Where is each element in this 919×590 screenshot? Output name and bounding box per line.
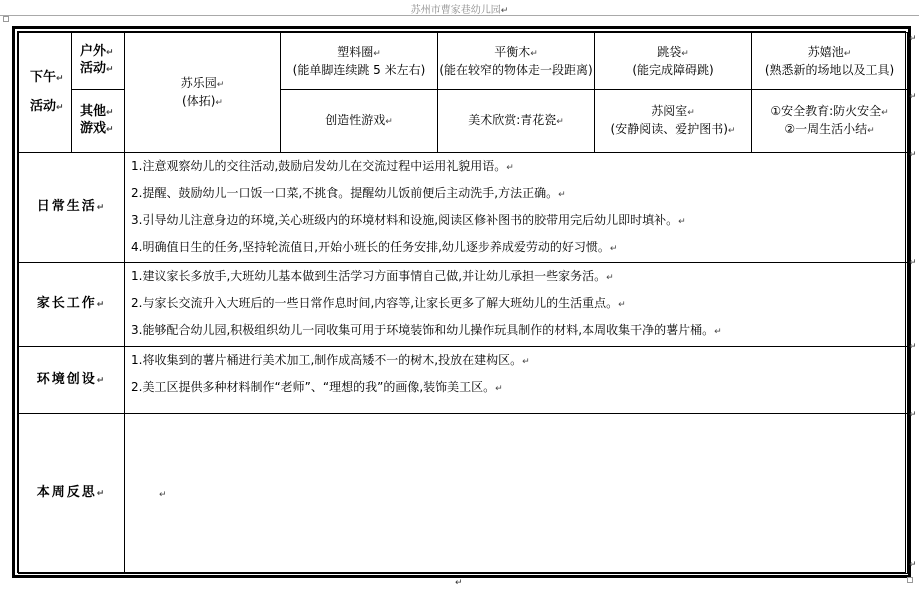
weekly-plan-table [18, 32, 908, 574]
list-item: 2.与家长交流升入大班后的一些日常作息时间,内容等,让家长更多了解大班幼儿的生活重点。↵ [131, 296, 626, 310]
end-of-row-mark: ↵ [909, 92, 917, 102]
daily-life-label: 日常生活↵ [19, 153, 125, 263]
end-of-row-mark: ↵ [909, 342, 917, 352]
daily-life-content [125, 153, 908, 263]
page-header [0, 0, 919, 16]
list-item: 2.提醒、鼓励幼儿一口饭一口菜,不挑食。提醒幼儿饭前便后主动洗手,方法正确。↵ [131, 186, 566, 200]
move-handle-icon[interactable] [3, 16, 9, 22]
list-item: 3.引导幼儿注意身边的环境,关心班级内的环境材料和设施,阅读区修补图书的胶带用完后幼儿即时填补。↵ [131, 213, 686, 227]
end-of-document-mark: ↵ [455, 578, 463, 588]
list-item: 2.美工区提供多种材料制作“老师”、“理想的我”的画像,装饰美工区。↵ [131, 380, 503, 394]
environment-content [125, 347, 908, 414]
list-item: 3.能够配合幼儿园,积极组织幼儿一同收集可用于环境装饰和幼儿操作玩具制作的材料,本周收集干净的薯片桶。↵ [131, 323, 722, 337]
table-resize-handle-icon[interactable] [907, 577, 913, 583]
plan-table-border [12, 26, 911, 578]
outdoor-item: 苏嬉池↵ (熟悉新的场地以及工具) [752, 33, 908, 90]
afternoon-activity-label: 下午↵ 活动↵ [19, 33, 72, 153]
weekly-reflection-label: 本周反思↵ [19, 414, 125, 574]
list-item: 4.明确值日生的任务,坚持轮流值日,开始小班长的任务安排,幼儿逐步养成爱劳动的好习惯。↵ [131, 240, 618, 254]
end-of-row-mark: ↵ [909, 34, 917, 44]
end-of-row-mark: ↵ [909, 258, 917, 268]
parents-work-content [125, 263, 908, 347]
weekly-reflection-content[interactable]: ↵ [125, 414, 908, 574]
header-rule [0, 15, 919, 16]
end-of-row-mark: ↵ [909, 560, 917, 570]
end-of-row-mark: ↵ [909, 410, 917, 420]
outdoor-item: 跳袋↵ (能完成障碍跳) [595, 33, 752, 90]
other-games-label: 其他↵ 游戏↵ [72, 90, 125, 153]
outdoor-item: 平衡木↵ (能在较窄的物体走一段距离) [438, 33, 595, 90]
other-game-item: ①安全教育:防火安全↵ ②一周生活小结↵ [752, 90, 908, 153]
plan-table-inner-border [17, 31, 906, 573]
other-game-item: 创造性游戏↵ [281, 90, 438, 153]
list-item: 1.建议家长多放手,大班幼儿基本做到生活学习方面事情自己做,并让幼儿承担一些家务活。↵ [131, 269, 614, 283]
list-item: 1.注意观察幼儿的交往活动,鼓励启发幼儿在交流过程中运用礼貌用语。↵ [131, 159, 514, 173]
header-text: 苏州市曹家巷幼儿园↵ [410, 5, 509, 16]
other-game-item: 美术欣赏:青花瓷↵ [438, 90, 595, 153]
suleyuan-cell: 苏乐园↵ (体拓)↵ [125, 33, 281, 153]
outdoor-item: 塑料圈↵ (能单脚连续跳 5 米左右) [281, 33, 438, 90]
list-item: 1.将收集到的薯片桶进行美术加工,制作成高矮不一的树木,投放在建构区。↵ [131, 353, 530, 367]
outdoor-activity-label: 户外↵ 活动↵ [72, 33, 125, 90]
end-of-row-mark: ↵ [909, 150, 917, 160]
parents-work-label: 家长工作↵ [19, 263, 125, 347]
environment-label: 环境创设↵ [19, 347, 125, 414]
other-game-item: 苏阅室↵ (安静阅读、爱护图书)↵ [595, 90, 752, 153]
